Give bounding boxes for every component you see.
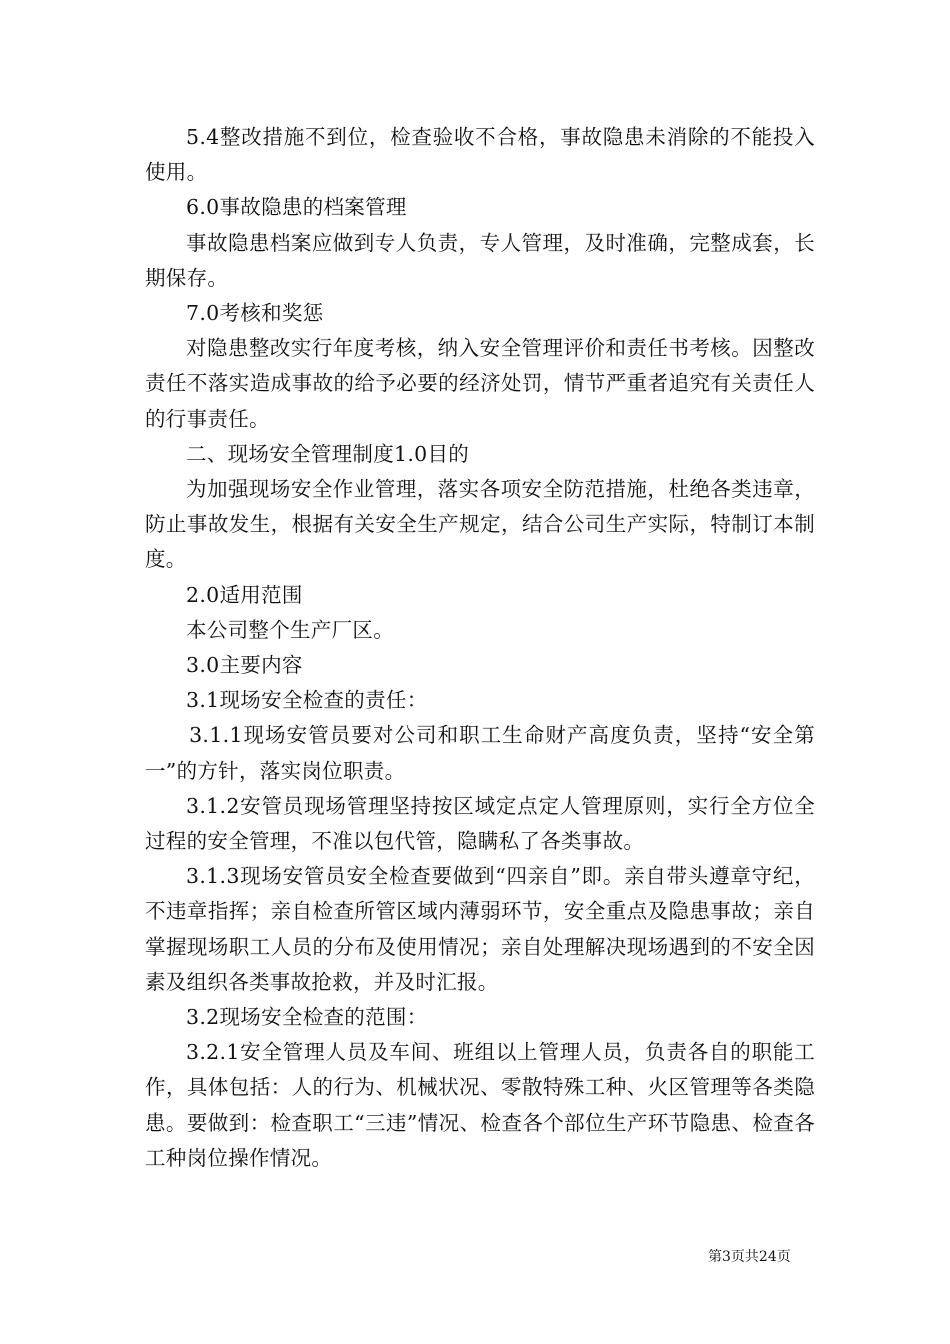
heading-3-1: 3.1现场安全检查的责任： <box>186 688 428 713</box>
page-number: 第3页共24页 <box>708 1249 791 1265</box>
paragraph-5-4: 5.4整改措施不到位，检查验收不合格，事故隐患未消除的不能投入使用。 <box>145 125 815 185</box>
heading-3-2: 3.2现场安全检查的范围： <box>186 1005 428 1030</box>
heading-3-0: 3.0主要内容 <box>186 653 303 678</box>
paragraph-3-2-1: 3.2.1安全管理人员及车间、班组以上管理人员，负责各自的职能工作，具体包括：人的行为、机械状况、零散特殊工种、火区管理等各类隐患。要做到：检查职工“三违”情况、检查各个部位生产环节隐患、检查各工种岗位操作情况。 <box>145 1040 815 1170</box>
paragraph-3-1-2: 3.1.2安管员现场管理坚持按区域定点定人管理原则，实行全方位全过程的安全管理，不准以包代管，隐瞒私了各类事故。 <box>145 793 815 854</box>
heading-2-0: 2.0适用范围 <box>186 582 303 607</box>
paragraph-3-1-3: 3.1.3现场安管员安全检查要做到“四亲自”即。亲自带头遵章守纪，不违章指挥；亲自检查所管区域内薄弱环节，安全重点及隐患事故；亲自掌握现场职工人员的分布及使用情况；亲自处理解决现场遇到的不安全因素及组织各类事故抢救，并及时汇报。 <box>145 864 815 994</box>
section-2-heading: 二、现场安全管理制度1.0目的 <box>186 441 470 466</box>
heading-6-0: 6.0事故隐患的档案管理 <box>186 195 407 220</box>
heading-7-0: 7.0考核和奖惩 <box>186 301 324 326</box>
document-body <box>145 120 815 1176</box>
paragraph-scope-body: 本公司整个生产厂区。 <box>186 617 394 642</box>
paragraph-3-1-1: 3.1.1现场安管员要对公司和职工生命财产高度负责，坚持“安全第一”的方针，落实岗位职责。 <box>145 723 815 783</box>
paragraph-6-0-body: 事故隐患档案应做到专人负责，专人管理，及时准确，完整成套，长期保存。 <box>145 230 815 290</box>
paragraph-purpose-body: 为加强现场安全作业管理，落实各项安全防范措施，杜绝各类违章，防止事故发生，根据有关安全生产规定，结合公司生产实际，特制订本制度。 <box>145 477 815 572</box>
paragraph-7-0-body: 对隐患整改实行年度考核，纳入安全管理评价和责任书考核。因整改责任不落实造成事故的给予必要的经济处罚，情节严重者追究有关责任人的行事责任。 <box>145 336 815 431</box>
